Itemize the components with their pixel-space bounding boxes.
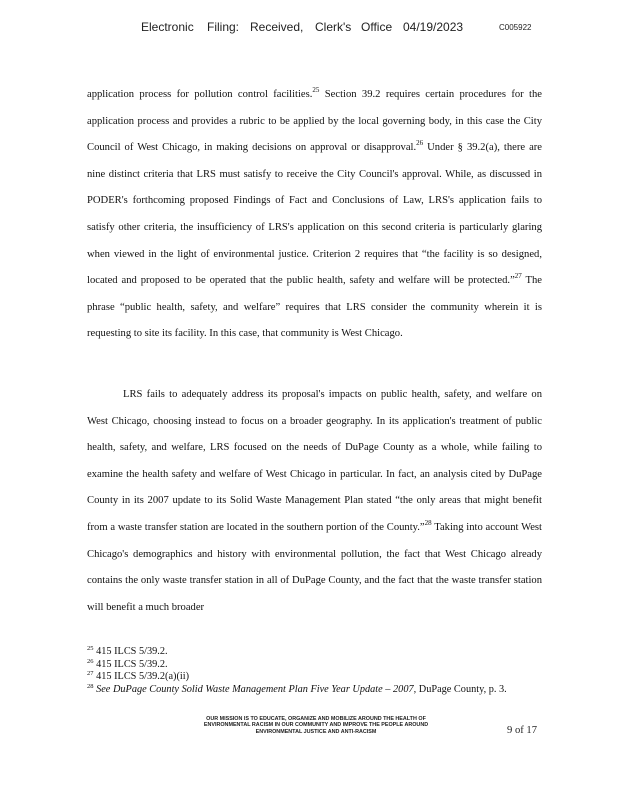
header-office: Office <box>361 20 393 34</box>
footnote-text: 415 ILCS 5/39.2(a)(ii) <box>96 671 190 682</box>
footnote-text: 415 ILCS 5/39.2. <box>96 646 168 657</box>
paragraph-text: application process for pollution control facilities. <box>87 89 313 100</box>
footnote-number: 26 <box>87 657 94 665</box>
footnote <box>87 659 527 672</box>
footnote-ref: 25 <box>312 86 320 94</box>
footnote-number: 27 <box>87 670 94 677</box>
filing-header <box>0 20 618 40</box>
header-electronic: Electronic <box>141 20 194 34</box>
header-clerks: Clerk's <box>315 20 352 34</box>
footnote-citation-title: See DuPage County Solid Waste Management Plan Five Year Update – 2007, <box>96 683 417 695</box>
footnote-ref: 28 <box>424 518 432 527</box>
footnote <box>87 646 527 659</box>
mission-line: ENVIRONMENTAL RACISM IN OUR COMMUNITY AND IMPROVE THE PEOPLE AROUND <box>203 722 429 729</box>
paragraph-text: Section 39.2 requires certain procedures for the application process and provides a rubric to be applied by the local governing body, in this case the City Council of West Chicago, in making decisions on approval or disapproval. <box>87 89 542 154</box>
body-paragraph-2 <box>87 382 542 621</box>
footnote-number: 28 <box>87 682 94 690</box>
header-filing: Filing: <box>207 20 240 34</box>
footnote-ref: 27 <box>514 272 522 281</box>
header-doc-id: C005922 <box>499 23 532 32</box>
footnote-text: 415 ILCS 5/39.2. <box>96 658 168 670</box>
footnote-ref: 26 <box>416 139 424 148</box>
footnote-text: DuPage County, p. 3. <box>416 683 507 695</box>
footer-mission-statement <box>176 716 456 735</box>
mission-line: ENVIRONMENTAL JUSTICE AND ANTI-RACISM <box>255 728 377 735</box>
footnote-number: 25 <box>87 645 94 652</box>
paragraph-text: Taking into account West Chicago's demographics and history with environmental pollution, the fact that West Chicago already contains the only waste transfer station in all of DuPage County, and the fact that the waste transfer station will benefit a much broader <box>87 521 542 613</box>
page-number: 9 of 17 <box>507 725 538 736</box>
paragraph-text: Under § 39.2(a), there are nine distinct criteria that LRS must satisfy to receive the City Council's approval. While, as discussed in PODER's forthcoming proposed Findings of Fact and Conclusions of Law, LRS's application fails to satisfy other criteria, the insufficiency of LRS's application on this second criteria is particularly glaring when viewed in the light of environmental justice. Criterion 2 requires that “the facility is so designed, located and proposed to be operated that the public health, safety and welfare will be protected.” <box>87 142 543 287</box>
header-received: Received, <box>250 20 304 34</box>
footnote <box>87 671 527 684</box>
footnotes <box>87 646 527 696</box>
paragraph-text: The phrase “public health, safety, and welfare” requires that LRS consider the community wherein it is requesting to site its facility. In this case, that community is West Chicago. <box>87 275 542 340</box>
mission-line: OUR MISSION IS TO EDUCATE, ORGANIZE AND MOBILIZE AROUND THE HEALTH OF <box>206 716 426 722</box>
body-paragraph-1 <box>87 82 542 348</box>
paragraph-text: LRS fails to adequately address its proposal's impacts on public health, safety, and welfare on West Chicago, choosing instead to focus on a broader geography. In its application's treatment of public health, safety, and welfare, LRS focused on the needs of DuPage County as a whole, while failing to examine the health safety and welfare of West Chicago in particular. In fact, an analysis cited by DuPage County in its 2007 update to its Solid Waste Management Plan stated “the only areas that might benefit from a waste transfer station are located in the southern portion of the County.” <box>87 389 542 533</box>
header-date: 04/19/2023 <box>403 20 464 34</box>
footnote <box>87 684 527 697</box>
